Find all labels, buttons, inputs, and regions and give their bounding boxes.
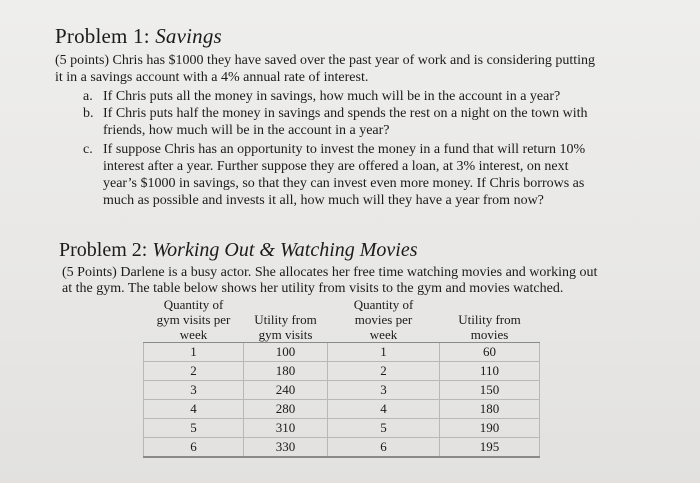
utility-table <box>143 297 540 458</box>
table-cell: 240 <box>244 381 328 400</box>
header-line: gym visits <box>258 327 313 342</box>
header-line: movies per <box>354 312 413 327</box>
table-cell: 1 <box>144 343 244 362</box>
header-line: Utility from <box>254 312 317 327</box>
problem2-intro-line: at the gym. The table below shows her utility from visits to the gym and movies watched. <box>62 281 564 296</box>
table-row <box>144 362 540 381</box>
table-cell: 110 <box>440 362 540 381</box>
question-line: much as possible and invests it all, how much will they have a year from now? <box>103 193 544 208</box>
problem1-intro-line: (5 points) Chris has $1000 they have saved over the past year of work and is considering putting <box>55 53 596 68</box>
question-letter: c. <box>83 142 93 157</box>
table-row <box>144 438 540 458</box>
question-line: friends, how much will be in the account in a year? <box>103 123 390 138</box>
header-line: week <box>369 327 398 342</box>
problem1-question-list <box>55 88 665 209</box>
problem2-intro-line: (5 Points) Darlene is a busy actor. She allocates her free time watching movies and working out <box>62 265 598 280</box>
question-b <box>55 105 665 139</box>
table-cell: 60 <box>440 343 540 362</box>
question-line: If Chris puts all the money in savings, how much will be in the account in a year? <box>103 89 561 104</box>
problem2-title <box>59 239 418 262</box>
table-row <box>144 400 540 419</box>
question-line: year’s $1000 in savings, so that they can invest even more money. If Chris borrows as <box>103 176 585 191</box>
table-cell: 3 <box>144 381 244 400</box>
problem1-intro-line: it in a savings account with a 4% annual rate of interest. <box>55 70 369 85</box>
question-letter: a. <box>83 89 93 104</box>
table-cell: 4 <box>144 400 244 419</box>
header-line: Quantity of <box>163 297 224 312</box>
table-cell: 330 <box>244 438 328 458</box>
header-gym-utility <box>244 297 328 343</box>
problem1-title-topic: Savings <box>155 24 222 48</box>
table-cell: 190 <box>440 419 540 438</box>
table-cell: 180 <box>440 400 540 419</box>
table-cell: 2 <box>144 362 244 381</box>
header-movie-quantity <box>328 297 440 343</box>
question-letter: b. <box>83 106 94 121</box>
header-movie-utility <box>440 297 540 343</box>
problem1-title <box>55 24 222 49</box>
table-row <box>144 343 540 362</box>
table-cell: 5 <box>144 419 244 438</box>
table-cell: 100 <box>244 343 328 362</box>
table-cell: 1 <box>328 343 440 362</box>
table-cell: 195 <box>440 438 540 458</box>
question-a <box>55 88 665 105</box>
table-cell: 6 <box>144 438 244 458</box>
question-line: If Chris puts half the money in savings and spends the rest on a night on the town with <box>103 106 588 121</box>
header-line: Quantity of <box>353 297 414 312</box>
problem2-title-topic: Working Out & Watching Movies <box>152 239 418 261</box>
table-cell: 310 <box>244 419 328 438</box>
problem1-title-prefix: Problem 1: <box>55 24 156 48</box>
table-row <box>144 381 540 400</box>
header-line: week <box>179 327 208 342</box>
table-cell: 150 <box>440 381 540 400</box>
table-cell: 4 <box>328 400 440 419</box>
question-line: interest after a year. Further suppose they are offered a loan, at 3% interest, on next <box>103 159 569 174</box>
problem2-intro <box>62 265 682 297</box>
question-c <box>55 141 665 209</box>
question-line: If suppose Chris has an opportunity to invest the money in a fund that will return 10% <box>103 142 586 157</box>
table-cell: 6 <box>328 438 440 458</box>
table-cell: 2 <box>328 362 440 381</box>
header-gym-quantity <box>144 297 244 343</box>
header-line: gym visits per <box>156 312 231 327</box>
header-line: movies <box>470 327 509 342</box>
problem1-intro <box>55 52 675 86</box>
table-row <box>144 419 540 438</box>
table-cell: 3 <box>328 381 440 400</box>
table-cell: 280 <box>244 400 328 419</box>
problem2-title-prefix: Problem 2: <box>59 239 153 261</box>
table-header-row <box>144 297 540 343</box>
table-cell: 5 <box>328 419 440 438</box>
table-cell: 180 <box>244 362 328 381</box>
header-line: Utility from <box>458 312 521 327</box>
